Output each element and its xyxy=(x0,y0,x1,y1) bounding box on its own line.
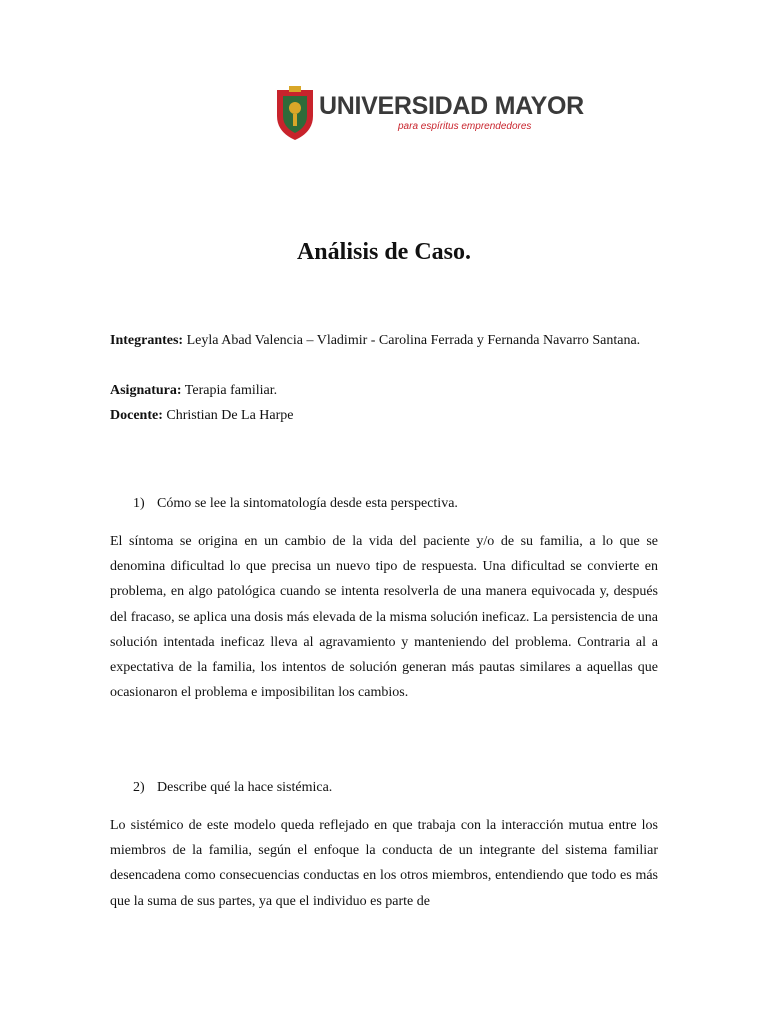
integrantes-value: Leyla Abad Valencia – Vladimir - Carolina Ferrada y Fernanda Navarro Santana. xyxy=(183,333,641,348)
question-number: 1) xyxy=(133,496,145,511)
integrantes-line xyxy=(110,328,658,353)
docente-line xyxy=(110,403,658,428)
question-1 xyxy=(133,494,653,514)
docente-label: Docente: xyxy=(110,408,163,423)
asignatura-label: Asignatura: xyxy=(110,383,182,398)
question-text: Cómo se lee la sintomatología desde esta perspectiva. xyxy=(157,496,458,511)
asignatura-value: Terapia familiar. xyxy=(181,383,278,398)
question-text: Describe qué la hace sistémica. xyxy=(157,780,333,795)
question-2 xyxy=(133,778,653,798)
docente-value: Christian De La Harpe xyxy=(162,408,294,423)
asignatura-line xyxy=(110,378,658,403)
question-number: 2) xyxy=(133,780,145,795)
integrantes-label: Integrantes: xyxy=(110,333,184,348)
logo-wordmark: UNIVERSIDAD MAYOR xyxy=(319,92,584,120)
document-title: Análisis de Caso. xyxy=(296,239,472,265)
answer-2-paragraph: Lo sistémico de este modelo queda reflejado en que trabaja con la interacción mutua entre los miembros de la familia, según el enfoque la conducta de un integrante del sistema familiar desencadena como consecuencias conductas en los otros miembros, entendiendo que todo es más que la suma de sus partes, ya que el individuo es parte de xyxy=(110,818,658,909)
answer-1-paragraph: El síntoma se origina en un cambio de la vida del paciente y/o de su familia, a lo que se denomina dificultad lo que precisa un nuevo tipo de respuesta. Una dificultad se convierte en problema, en algo patológica cuando se intenta resolverla de una manera equivocada y, después del fracaso, se aplica una dosis más elevada de la misma solución ineficaz. La persistencia de una solución intentada ineficaz lleva al agravamiento y manteniendo del problema. Contraria al a expectativa de la familia, los intentos de solución generan más pautas similares a aquellas que ocasionaron el problema e imposibilitan los cambios. xyxy=(110,534,658,701)
logo-tagline: para espíritus emprendedores xyxy=(398,121,532,132)
university-logo xyxy=(275,86,584,142)
